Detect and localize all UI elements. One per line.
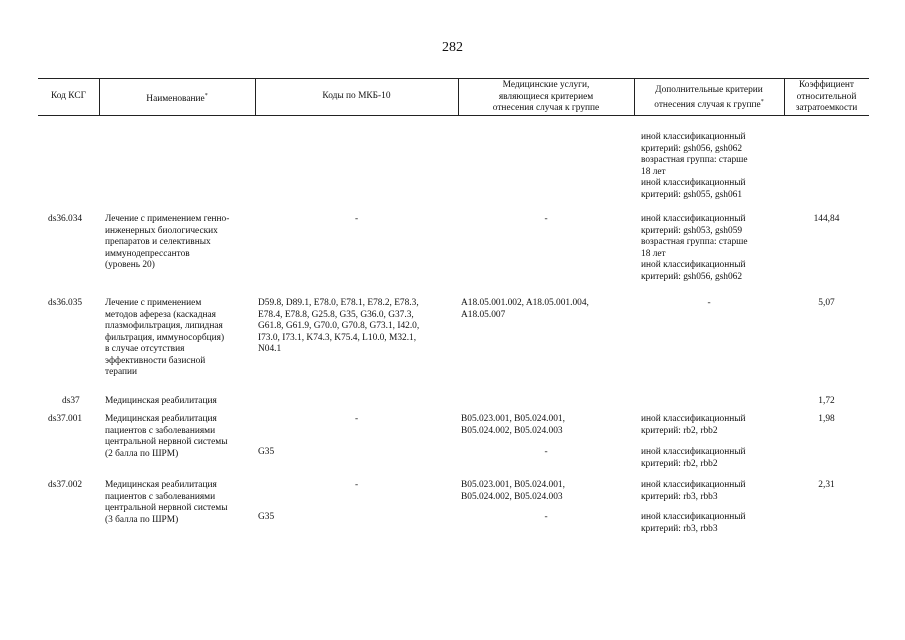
header-services: Медицинские услуги, являющиеся критерием отнесения случая к группе: [492, 80, 600, 113]
header-criteria: Дополнительные критерии отнесения случая к группе*: [654, 85, 764, 110]
row-ds37-001-part2-icd: G35: [258, 447, 275, 457]
row-ds37-001-name: Медицинская реабилитация пациентов с заболеваниями центральной нервной системы (2 балла по ШРМ): [105, 414, 228, 459]
row-ds37-002-part1-icd: -: [354, 480, 359, 490]
row-ds37-001-part1-icd: -: [354, 414, 359, 424]
table-header-bottom-border: [38, 115, 869, 116]
row-ds36-034-icd: -: [354, 214, 359, 224]
table-top-border: [38, 78, 869, 79]
row-ds36-035-icd: D59.8, D89.1, E78.0, E78.1, E78.2, E78.3, E78.4, E78.8, G25.8, G35, G36.0, G37.3, G61.8, G61.9, G70.0, G70.8, G73.1, I42.0, I73.0, I73.1, K74.3, K75.4, L10.0, M32.1, N04.1: [258, 298, 420, 354]
row-ds37-001-part1-services: B05.023.001, B05.024.001, B05.024.002, B05.024.003: [461, 414, 565, 436]
row-ds36-035-services: A18.05.001.002, A18.05.001.004, A18.05.007: [461, 298, 589, 320]
row-ds37-001-part1-criteria: иной классификационный критерий: rb2, rbb2: [641, 414, 746, 436]
row-ds37-002-part2-icd: G35: [258, 512, 275, 522]
header-coefficient: Коэффициент относительной затратоемкости: [795, 80, 858, 113]
row-ds36-034-name: Лечение с применением генно- инженерных биологических препаратов и селективных иммунодепрессантов (уровень 20): [105, 214, 230, 270]
row-ds37-001-code: ds37.001: [48, 414, 83, 424]
continuation-criteria: иной классификационный критерий: gsh056, gsh062 возрастная группа: старше 18 лет иной классификационный критерий: gsh055, gsh061: [641, 132, 748, 200]
row-ds37-002-coefficient: 2,31: [818, 480, 835, 490]
header-icd: Коды по МКБ-10: [322, 91, 391, 101]
row-ds37-code: ds37: [62, 396, 80, 406]
header-name: Наименование*: [146, 93, 208, 105]
row-ds36-035-criteria: -: [707, 298, 711, 308]
row-ds37-001-part2-services: -: [544, 447, 548, 457]
row-ds37-002-name: Медицинская реабилитация пациентов с заболеваниями центральной нервной системы (3 балла по ШРМ): [105, 480, 228, 525]
row-ds36-035-code: ds36.035: [48, 298, 83, 308]
row-ds37-coefficient: 1,72: [818, 396, 835, 406]
row-ds37-name: Медицинская реабилитация: [105, 396, 217, 406]
row-ds36-034-code: ds36.034: [48, 214, 83, 224]
row-ds37-002-part1-services: B05.023.001, B05.024.001, B05.024.002, B05.024.003: [461, 480, 565, 502]
row-ds37-002-part2-criteria: иной классификационный критерий: rb3, rbb3: [641, 512, 746, 534]
row-ds36-035-coefficient: 5,07: [818, 298, 835, 308]
row-ds37-001-part2-criteria: иной классификационный критерий: rb2, rbb2: [641, 447, 746, 469]
row-ds37-002-part2-services: -: [544, 512, 548, 522]
page-number: 282: [442, 40, 463, 55]
row-ds37-001-coefficient: 1,98: [818, 414, 835, 424]
header-code: Код КСГ: [50, 91, 86, 101]
row-ds36-034-coefficient: 144,84: [813, 214, 840, 224]
row-ds37-002-code: ds37.002: [48, 480, 83, 490]
row-ds36-034-criteria: иной классификационный критерий: gsh053, gsh059 возрастная группа: старше 18 лет иной классификационный критерий: gsh056, gsh062: [641, 214, 748, 282]
row-ds36-034-services: -: [544, 214, 548, 224]
row-ds37-002-part1-criteria: иной классификационный критерий: rb3, rbb3: [641, 480, 746, 502]
row-ds36-035-name: Лечение с применением методов афереза (каскадная плазмофильтрация, липидная фильтрация, иммуносорбция) в случае отсутствия эффективности базисной терапии: [105, 298, 225, 377]
